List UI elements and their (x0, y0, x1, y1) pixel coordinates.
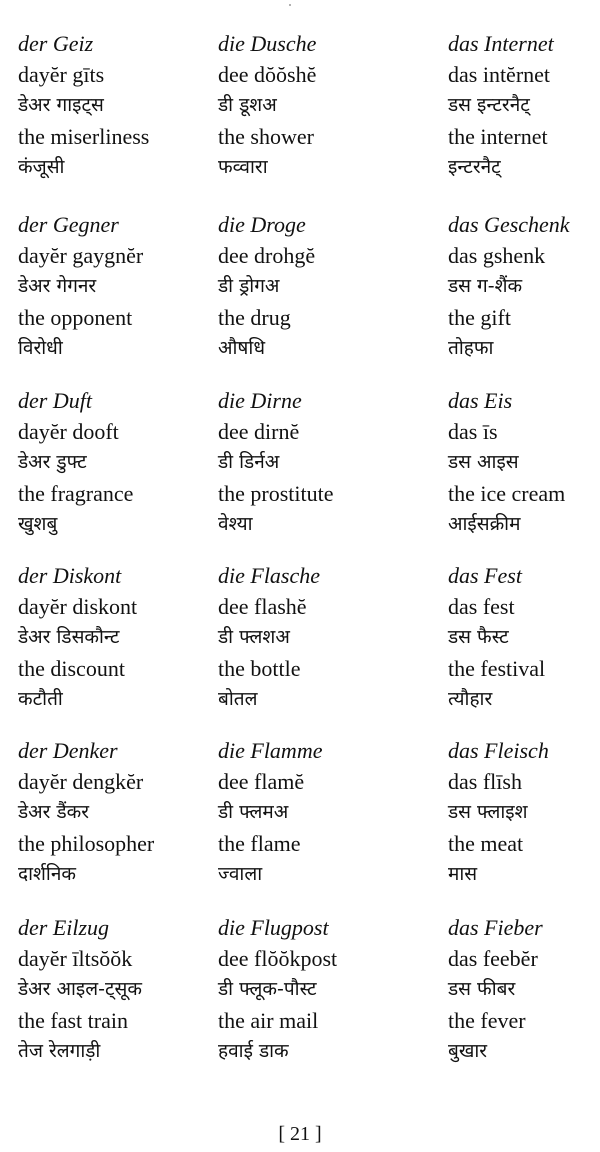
vocabulary-entry (448, 735, 600, 890)
hindi-meaning: आईसक्रीम (448, 513, 521, 535)
vocabulary-entry (18, 209, 218, 364)
hindi-meaning: इन्टरनैट् (448, 156, 501, 178)
pronunciation: dee flŏŏkpost (218, 946, 338, 971)
vocabulary-entry (218, 385, 418, 540)
german-word: der Duft (18, 388, 92, 413)
hindi-meaning: औषधि (218, 337, 266, 359)
english-meaning: the gift (448, 305, 511, 330)
vocabulary-entry (218, 560, 418, 715)
hindi-transliteration: डस फीबर (448, 978, 516, 1000)
hindi-transliteration: डस फ्लाइश (448, 801, 528, 823)
german-word: die Droge (218, 212, 306, 237)
german-word: das Fest (448, 563, 522, 588)
pronunciation: das flīsh (448, 769, 522, 794)
hindi-transliteration: डेअर डुफ्ट (18, 451, 87, 473)
hindi-transliteration: डस फैस्ट (448, 626, 509, 648)
pronunciation: dayĕr diskont (18, 594, 138, 619)
german-word: die Flugpost (218, 915, 329, 940)
english-meaning: the ice cream (448, 481, 566, 506)
pronunciation: dayĕr dooft (18, 419, 119, 444)
german-word: das Eis (448, 388, 513, 413)
vocabulary-entry (448, 912, 600, 1067)
hindi-transliteration: डी फ्लूक-पौस्ट (218, 978, 317, 1000)
hindi-meaning: बोतल (218, 688, 258, 710)
hindi-transliteration: डी डिर्नअ (218, 451, 280, 473)
german-word: die Flamme (218, 738, 323, 763)
hindi-meaning: तेज रेलगाड़ी (18, 1040, 101, 1062)
scan-speck (289, 4, 291, 6)
vocabulary-entry (18, 28, 218, 183)
hindi-transliteration: डी डूशअ (218, 94, 277, 116)
hindi-transliteration: डेअर गेगनर (18, 275, 97, 297)
german-word: das Geschenk (448, 212, 570, 237)
english-meaning: the fever (448, 1008, 526, 1033)
vocabulary-entry (218, 735, 418, 890)
english-meaning: the meat (448, 831, 524, 856)
page-number: [ 21 ] (278, 1123, 322, 1145)
english-meaning: the bottle (218, 656, 301, 681)
german-word: die Flasche (218, 563, 321, 588)
hindi-meaning: दार्शनिक (18, 863, 76, 885)
vocabulary-entry (448, 209, 600, 364)
pronunciation: das intĕrnet (448, 62, 551, 87)
hindi-meaning: फव्वारा (218, 156, 268, 178)
english-meaning: the shower (218, 124, 314, 149)
english-meaning: the fast train (18, 1008, 128, 1033)
german-word: das Internet (448, 31, 554, 56)
english-meaning: the discount (18, 656, 125, 681)
german-word: das Fleisch (448, 738, 549, 763)
pronunciation: dee dŏŏshĕ (218, 62, 317, 87)
hindi-transliteration: डस आइस (448, 451, 519, 473)
english-meaning: the drug (218, 305, 291, 330)
pronunciation: das fest (448, 594, 515, 619)
hindi-transliteration: डेअर डिसकौन्ट (18, 626, 120, 648)
pronunciation: dayĕr gīts (18, 62, 105, 87)
hindi-transliteration: डी फ्लशअ (218, 626, 290, 648)
english-meaning: the air mail (218, 1008, 319, 1033)
hindi-transliteration: डी फ्लमअ (218, 801, 289, 823)
pronunciation: das īs (448, 419, 498, 444)
german-word: die Dusche (218, 31, 317, 56)
pronunciation: das feebĕr (448, 946, 538, 971)
pronunciation: dayĕr gaygnĕr (18, 243, 144, 268)
english-meaning: the internet (448, 124, 548, 149)
english-meaning: the miserliness (18, 124, 150, 149)
hindi-meaning: त्यौहार (448, 688, 493, 710)
english-meaning: the festival (448, 656, 546, 681)
vocabulary-entry (218, 209, 418, 364)
german-word: der Eilzug (18, 915, 110, 940)
pronunciation: dee drohgĕ (218, 243, 316, 268)
pronunciation: dayĕr īltsŏŏk (18, 946, 133, 971)
pronunciation: dayĕr dengkĕr (18, 769, 144, 794)
vocabulary-entry (18, 385, 218, 540)
german-word: der Geiz (18, 31, 94, 56)
hindi-transliteration: डस ग-शैंक (448, 275, 523, 297)
hindi-transliteration: डेअर डैंकर (18, 801, 90, 823)
hindi-meaning: कटौती (18, 688, 63, 710)
pronunciation: dee flashĕ (218, 594, 307, 619)
english-meaning: the philosopher (18, 831, 155, 856)
english-meaning: the prostitute (218, 481, 334, 506)
vocabulary-entry (18, 560, 218, 715)
vocabulary-entry (448, 385, 600, 540)
hindi-meaning: बुखार (448, 1040, 488, 1062)
vocabulary-entry (18, 735, 218, 890)
pronunciation: dee dirnĕ (218, 419, 300, 444)
german-word: der Gegner (18, 212, 119, 237)
pronunciation: dee flamĕ (218, 769, 305, 794)
hindi-meaning: खुशबु (18, 513, 58, 535)
vocabulary-entry (18, 912, 218, 1067)
german-word: die Dirne (218, 388, 302, 413)
german-word: der Diskont (18, 563, 122, 588)
hindi-transliteration: डी ड्रोगअ (218, 275, 280, 297)
hindi-meaning: तोहफा (448, 337, 494, 359)
vocabulary-entry (448, 560, 600, 715)
german-word: der Denker (18, 738, 118, 763)
hindi-transliteration: डस इन्टरनैट् (448, 94, 530, 116)
hindi-meaning: हवाई डाक (218, 1040, 289, 1062)
hindi-meaning: कंजूसी (18, 156, 65, 178)
hindi-transliteration: डेअर आइल-ट्सूक (18, 978, 142, 1000)
english-meaning: the fragrance (18, 481, 134, 506)
german-word: das Fieber (448, 915, 543, 940)
vocabulary-entry (218, 28, 418, 183)
vocabulary-entry (448, 28, 600, 183)
hindi-meaning: विरोधी (18, 337, 63, 359)
hindi-meaning: ज्वाला (218, 863, 263, 885)
hindi-transliteration: डेअर गाइट्स (18, 94, 104, 116)
hindi-meaning: मास (448, 863, 478, 885)
vocabulary-entry (218, 912, 418, 1067)
hindi-meaning: वेश्या (218, 513, 253, 535)
english-meaning: the flame (218, 831, 301, 856)
english-meaning: the opponent (18, 305, 133, 330)
pronunciation: das gshenk (448, 243, 546, 268)
